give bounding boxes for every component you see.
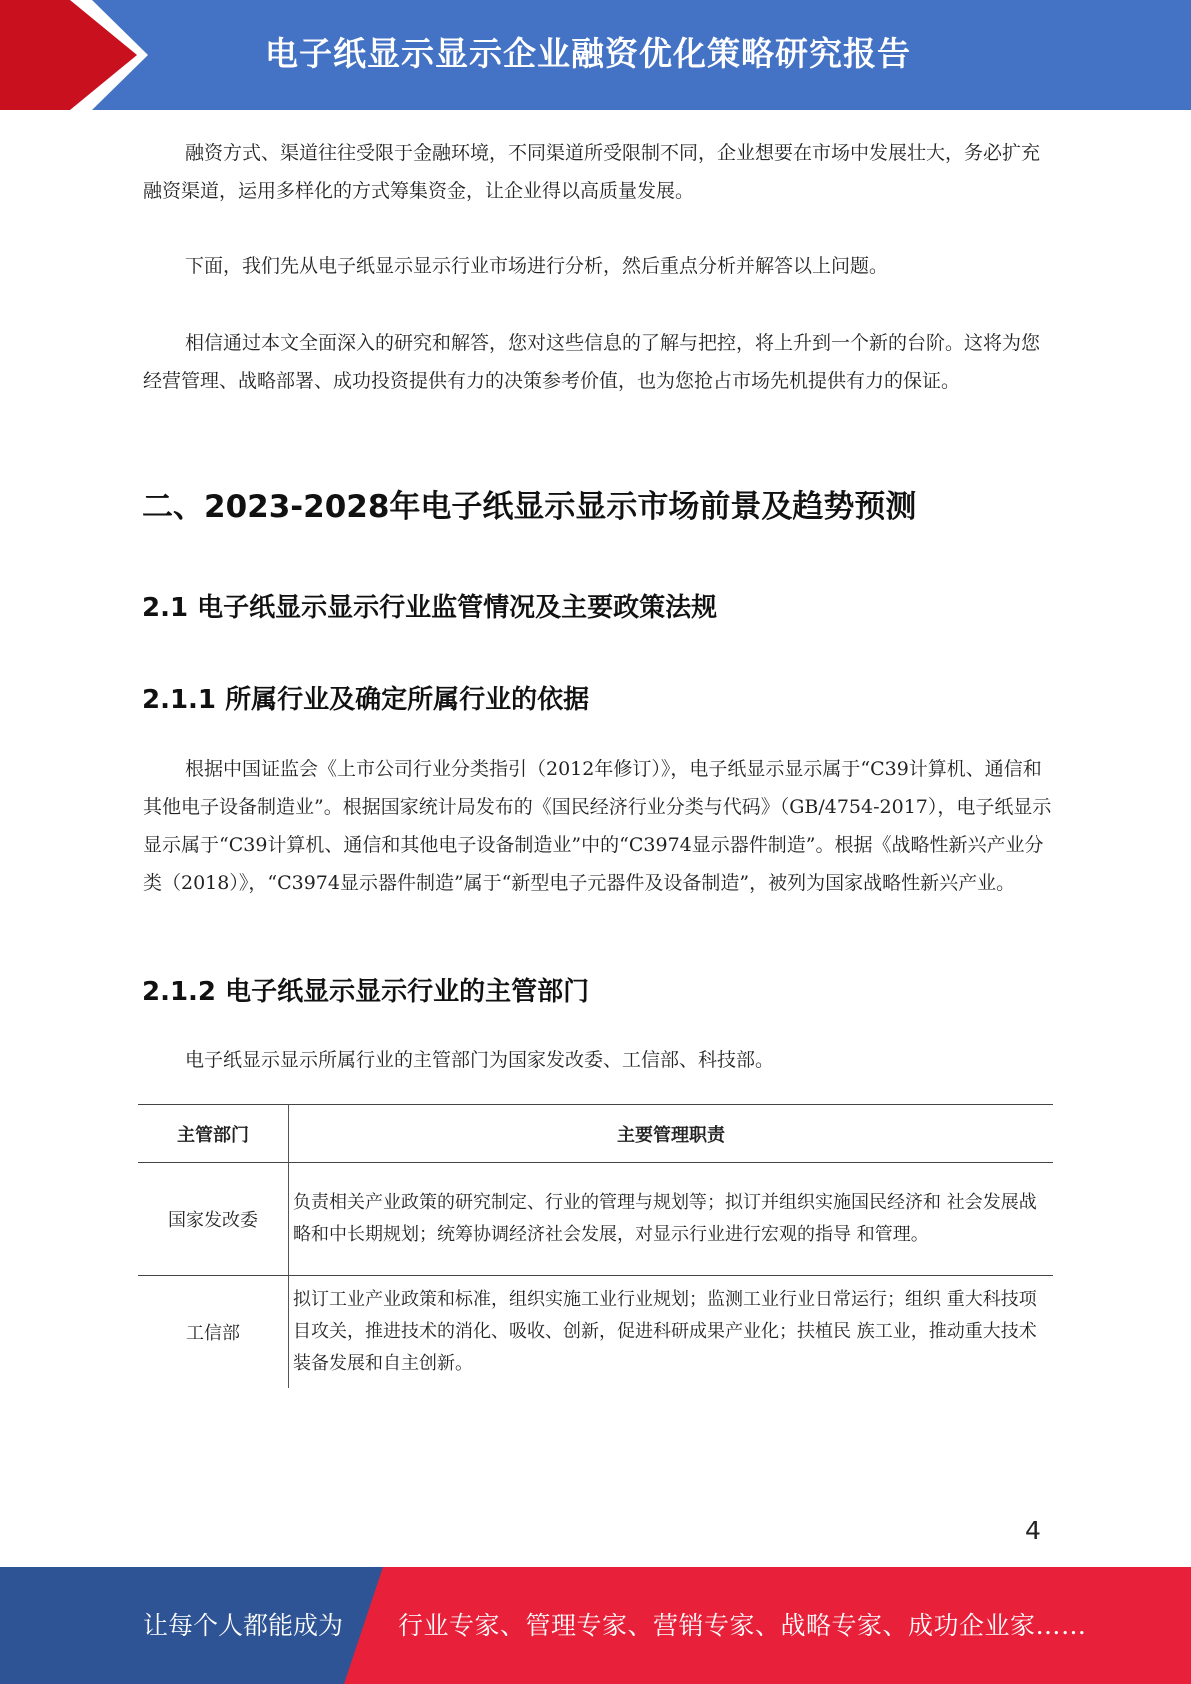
table-cell-dept: 国家发改委 [168, 1210, 258, 1231]
subsection-heading-2-1-2: 2.1.2 电子纸显示显示行业的主管部门 [142, 977, 590, 1007]
paragraph-authorities: 电子纸显示显示所属行业的主管部门为国家发改委、工信部、科技部。 [185, 1049, 775, 1071]
subsection-heading-2-1-1: 2.1.1 所属行业及确定所属行业的依据 [142, 685, 590, 715]
paragraph-financing: 融资方式、渠道往往受限于金融环境，不同渠道所受限制不同，企业想要在市场中发展壮大，务必扩充融资渠道，运用多样化的方式筹集资金，让企业得以高质量发展。 [143, 142, 1041, 202]
footer-slogan-left: 让每个人都能成为 [143, 1611, 344, 1640]
paragraph-industry-basis: 根据中国证监会《上市公司行业分类指引（2012年修订）》，电子纸显示显示属于“C39计算机、通信和其他电子设备制造业”。根据国家统计局发布的《国民经济行业分类与代码》（GB/4754-2017），电子纸显示显示属于“C39计算机、通信和其他电子设备制造业”中的“C3974显示器件制造”。根据《战略性新兴产业分类（2018）》，“C3974显示器件制造”属于“新型电子元器件及设备制造”，被列为国家战略性新兴产业。 [143, 758, 1052, 894]
section-heading: 二、2023-2028年电子纸显示显示市场前景及趋势预测 [142, 489, 917, 525]
header-banner [0, 0, 1191, 110]
table-header-row [138, 1105, 1053, 1163]
table-cell-duty: 拟订工业产业政策和标准，组织实施工业行业规划；监测工业行业日常运行；组织 重大科技项目攻关，推进技术的消化、吸收、创新，促进科研成果产业化；扶植民 族工业，推动重大技术装备发展和自主创新。 [289, 1276, 1054, 1389]
table-header-duty: 主要管理职责 [289, 1105, 1054, 1163]
table-cell-duty: 负责相关产业政策的研究制定、行业的管理与规划等；拟订并组织实施国民经济和 社会发展战略和中长期规划；统筹协调经济社会发展，对显示行业进行宏观的指导 和管理。 [289, 1163, 1054, 1276]
footer-banner [0, 1567, 1191, 1684]
subsection-heading-2-1: 2.1 电子纸显示显示行业监管情况及主要政策法规 [142, 593, 718, 623]
paragraph-overview: 下面，我们先从电子纸显示显示行业市场进行分析，然后重点分析并解答以上问题。 [185, 255, 889, 277]
report-title: 电子纸显示显示企业融资优化策略研究报告 [265, 34, 911, 73]
authority-table [138, 1104, 1053, 1388]
table-row [138, 1276, 1053, 1389]
page-number: 4 [1025, 1516, 1041, 1545]
table-cell-dept: 工信部 [186, 1323, 240, 1344]
paragraph-value: 相信通过本文全面深入的研究和解答，您对这些信息的了解与把控，将上升到一个新的台阶。这将为您经营管理、战略部署、成功投资提供有力的决策参考价值，也为您抢占市场先机提供有力的保证。 [143, 332, 1041, 392]
table-row [138, 1163, 1053, 1276]
table-header-dept: 主管部门 [177, 1124, 249, 1146]
footer-slogan-right: 行业专家、管理专家、营销专家、战略专家、成功企业家…… [398, 1611, 1087, 1640]
